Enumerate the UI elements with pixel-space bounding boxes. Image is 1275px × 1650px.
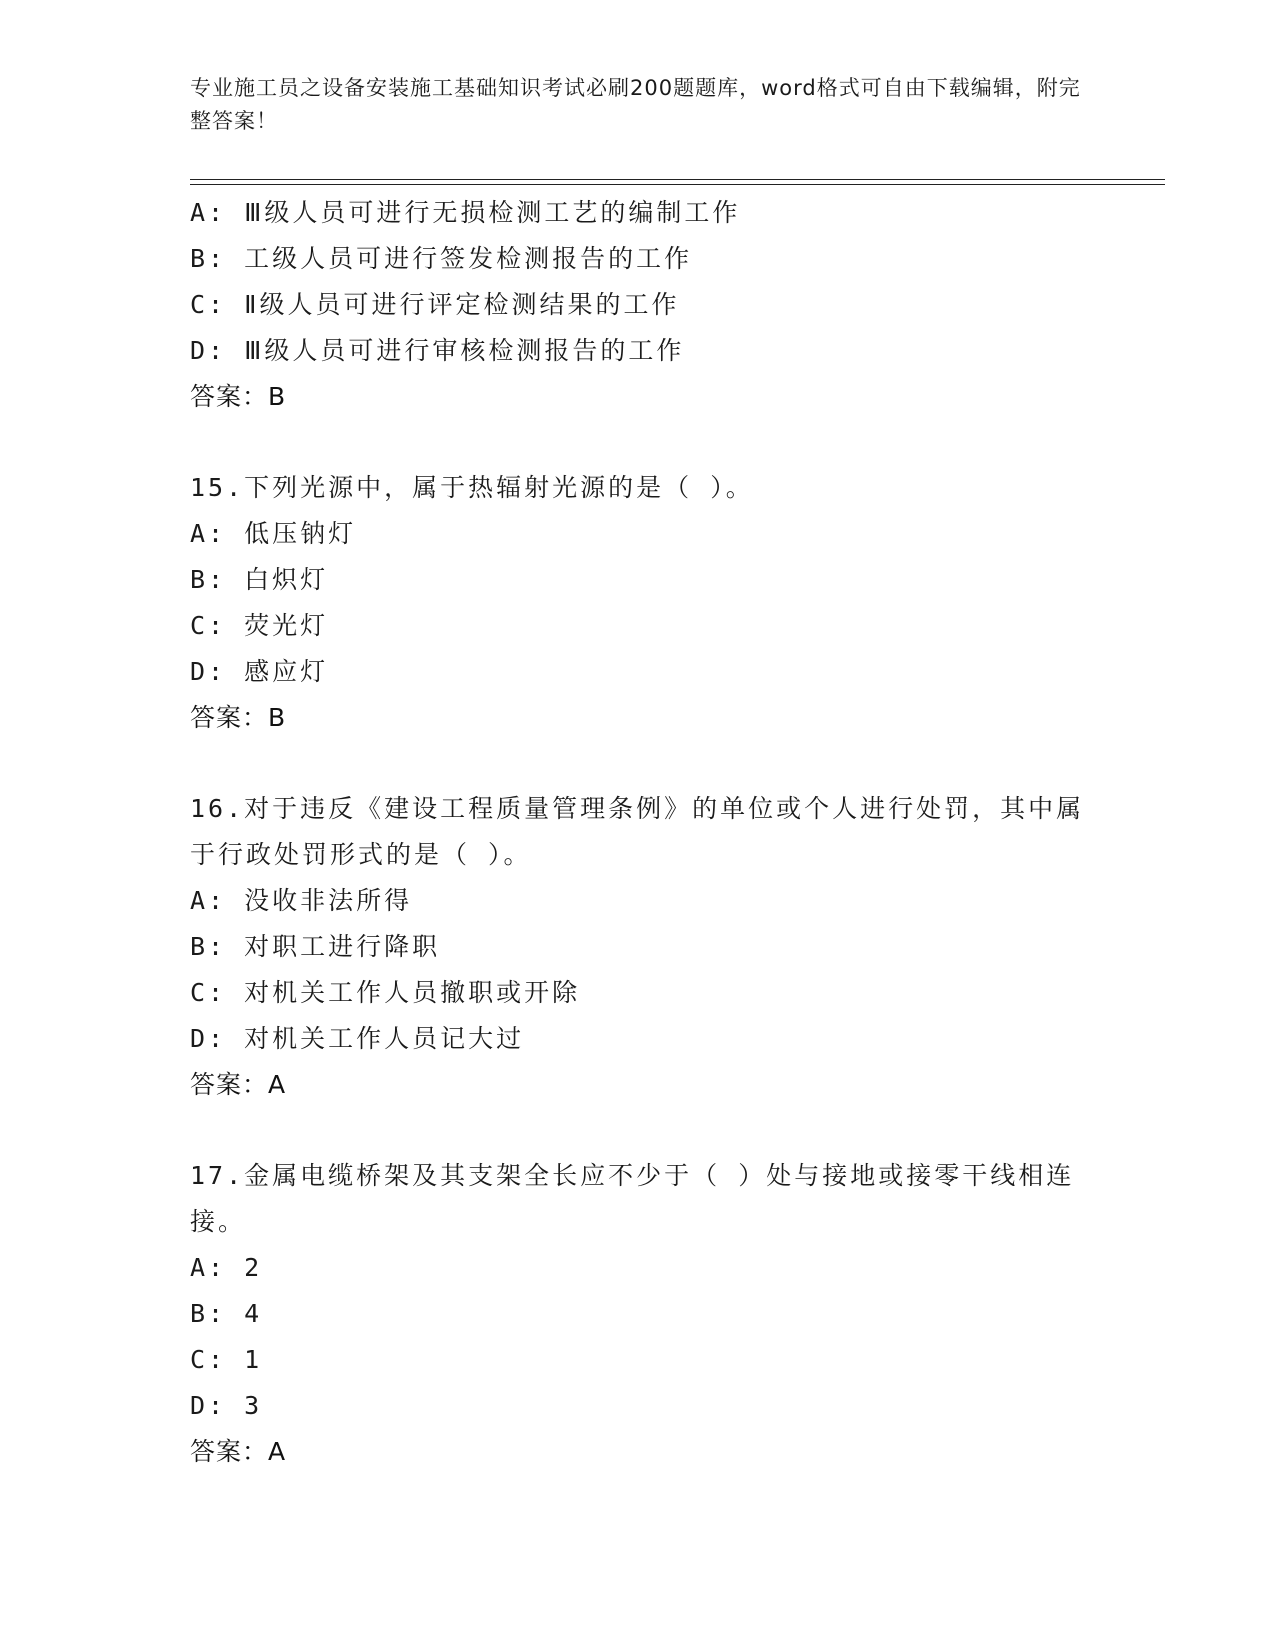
option-c: C: 1 — [190, 1345, 263, 1374]
spacer — [190, 1108, 1090, 1153]
option-d: D: Ⅲ级人员可进行审核检测报告的工作 — [190, 336, 685, 365]
spacer — [190, 741, 1090, 786]
question-block-continued — [190, 190, 1090, 420]
option-b: B: 白炽灯 — [190, 565, 329, 594]
option-a: A: 低压钠灯 — [190, 519, 357, 548]
question-content — [190, 190, 1090, 1475]
option-a: A: 2 — [190, 1253, 263, 1282]
answer-line: 答案：B — [190, 703, 287, 732]
header-divider-bottom — [190, 184, 1165, 185]
option-b: B: 4 — [190, 1299, 263, 1328]
spacer — [190, 420, 1090, 465]
question-block-16 — [190, 786, 1090, 1108]
option-a: A: 没收非法所得 — [190, 886, 413, 915]
answer-line: 答案：A — [190, 1070, 287, 1099]
option-c: C: Ⅱ级人员可进行评定检测结果的工作 — [190, 290, 680, 319]
question-text: 17.金属电缆桥架及其支架全长应不少于（ ）处与接地或接零干线相连接。 — [190, 1161, 1075, 1236]
option-c: C: 荧光灯 — [190, 611, 329, 640]
option-c: C: 对机关工作人员撤职或开除 — [190, 978, 581, 1007]
header-divider-top — [190, 179, 1165, 180]
question-text: 15.下列光源中，属于热辐射光源的是（ ）。 — [190, 473, 754, 502]
question-block-17 — [190, 1153, 1090, 1475]
option-d: D: 3 — [190, 1391, 263, 1420]
question-block-15 — [190, 465, 1090, 741]
option-d: D: 感应灯 — [190, 657, 329, 686]
option-a: A: Ⅲ级人员可进行无损检测工艺的编制工作 — [190, 198, 741, 227]
answer-line: 答案：B — [190, 382, 287, 411]
document-header: 专业施工员之设备安装施工基础知识考试必刷200题题库，word格式可自由下载编辑，附完整答案！ — [190, 76, 1081, 133]
option-b: B: 对职工进行降职 — [190, 932, 441, 961]
question-text: 16.对于违反《建设工程质量管理条例》的单位或个人进行处罚，其中属于行政处罚形式的是（ ）。 — [190, 794, 1085, 869]
option-b: B: 工级人员可进行签发检测报告的工作 — [190, 244, 693, 273]
answer-line: 答案：A — [190, 1437, 287, 1466]
option-d: D: 对机关工作人员记大过 — [190, 1024, 525, 1053]
